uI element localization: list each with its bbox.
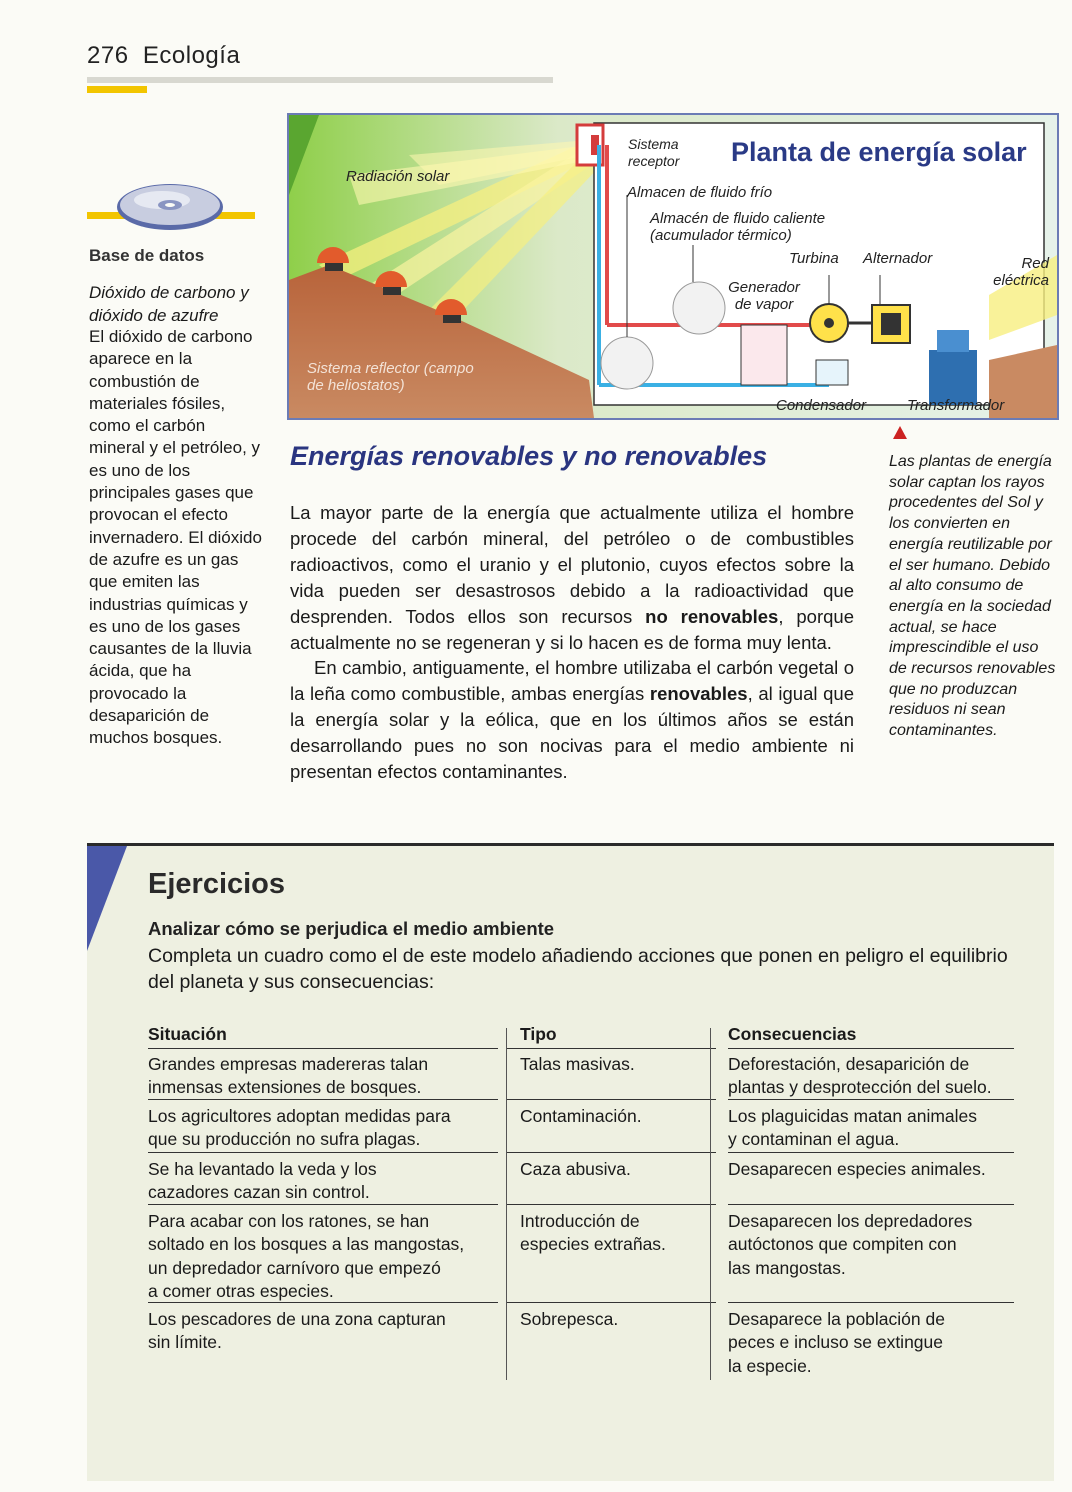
table-cell: Caza abusiva. bbox=[520, 1159, 631, 1179]
table-header-2: Consecuencias bbox=[728, 1024, 857, 1044]
table-cell: Desaparecen especies animales. bbox=[728, 1159, 986, 1179]
sidebar-subtitle: Dióxido de carbono y dióxido de azufre bbox=[89, 283, 249, 325]
term-no-renovables: no renovables bbox=[645, 605, 779, 627]
label-transformador: Transformador bbox=[907, 397, 1005, 414]
table-rule bbox=[148, 1048, 498, 1049]
header-rule bbox=[87, 77, 553, 83]
exercises-instructions: Completa un cuadro como el de este modelo añadiendo acciones que ponen en peligro el equilibrio del planeta y sus consecuencias: bbox=[148, 945, 1008, 993]
section-body bbox=[290, 500, 854, 785]
table-rule bbox=[506, 1152, 716, 1153]
sidebar-body: El dióxido de carbono aparece en la combustión de materiales fósiles, como el carbón mineral y el petróleo, y es uno de los principales gases que provocan el efecto invernadero. El dióxido de azufre es un gas que emiten las industrias químicas y es uno de los gases causantes de la lluvia ácida, que ha provocado la desaparición de muchos bosques. bbox=[89, 327, 262, 748]
table-rule bbox=[506, 1302, 716, 1303]
term-renovables: renovables bbox=[649, 683, 748, 705]
section-name: Ecología bbox=[142, 42, 241, 69]
label-radiacion-solar: Radiación solar bbox=[346, 168, 450, 185]
table-cell: Se ha levantado la veda y los cazadores cazan sin control. bbox=[148, 1159, 377, 1203]
table-rule bbox=[728, 1048, 1014, 1049]
label-alternador: Alternador bbox=[863, 250, 933, 267]
table-header-1: Tipo bbox=[520, 1024, 557, 1044]
table-cell: Desaparece la población de peces e incluso se extingue la especie. bbox=[728, 1309, 945, 1376]
exercises-corner-triangle bbox=[87, 846, 127, 956]
table-rule bbox=[506, 1099, 716, 1100]
table-rule bbox=[728, 1302, 1014, 1303]
label-turbina: Turbina bbox=[789, 250, 839, 267]
diagram-title: Planta de energía solar bbox=[731, 137, 1027, 167]
table-cell: Para acabar con los ratones, se han soltado en los bosques a las mangostas, un depredador carnívoro que empezó a comer otras especies. bbox=[148, 1211, 465, 1301]
caption-arrow-icon bbox=[893, 426, 907, 439]
label-condensador: Condensador bbox=[776, 397, 867, 414]
table-cell: Contaminación. bbox=[520, 1106, 642, 1126]
table-cell: Los pescadores de una zona capturan sin límite. bbox=[148, 1309, 446, 1353]
table-column-divider bbox=[506, 1028, 507, 1380]
exercises-title: Ejercicios bbox=[148, 868, 286, 900]
table-cell: Deforestación, desaparición de plantas y desprotección del suelo. bbox=[728, 1054, 992, 1098]
section-title: Energías renovables y no renovables bbox=[290, 441, 768, 471]
paragraph-1: La mayor parte de la energía que actualmente utiliza el hombre procede del carbón mineral, del petróleo o de combustibles radioactivos, como el uranio y el plutonio, cuyos efectos sobre la vida pueden ser desastrosos debido a la radioactividad que desprenden. Todos ellos son recursos no renovables, porque actualmente no se regeneran y si lo hacen es de forma muy lenta. bbox=[290, 502, 854, 653]
table-header-0: Situación bbox=[148, 1024, 227, 1044]
label-sistema-receptor: Sistema receptor bbox=[628, 136, 680, 169]
table-rule bbox=[148, 1152, 498, 1153]
label-almacen-frio: Almacen de fluido frío bbox=[627, 184, 773, 201]
solar-plant-diagram bbox=[287, 113, 1059, 420]
table-rule bbox=[728, 1204, 1014, 1205]
paragraph-2: En cambio, antiguamente, el hombre utilizaba el carbón vegetal o la leña como combustible, ambas energías renovables, al igual que la energía solar y la eólica, que en los últimos años se están desarrollando pues no son nocivas para el medio ambiente ni presentan efectos contaminantes. bbox=[290, 657, 854, 783]
label-sistema-reflector: Sistema reflector (campo de heliostatos) bbox=[307, 360, 474, 394]
table-cell: Talas masivas. bbox=[520, 1054, 635, 1074]
table-cell: Introducción de especies extrañas. bbox=[520, 1211, 666, 1255]
table-rule bbox=[506, 1204, 716, 1205]
table-cell: Grandes empresas madereras talan inmensas extensiones de bosques. bbox=[148, 1054, 429, 1098]
page-number: 276 bbox=[87, 42, 129, 69]
table-cell: Desaparecen los depredadores autóctonos que compiten con las mangostas. bbox=[728, 1211, 973, 1278]
page-header bbox=[87, 42, 240, 70]
label-red-electrica: Red eléctrica bbox=[993, 255, 1049, 289]
diagram-caption: Las plantas de energía solar captan los rayos procedentes del Sol y los convierten en energía reutilizable por el ser humano. Debido al alto consumo de energía en la sociedad actual, se hace imprescindible el uso de recursos renovables que no produzcan residuos ni sean contaminantes. bbox=[889, 453, 1056, 740]
table-cell: Sobrepesca. bbox=[520, 1309, 619, 1329]
table-cell: Los agricultores adoptan medidas para que su producción no sufra plagas. bbox=[148, 1106, 451, 1150]
table-cell: Los plaguicidas matan animales y contaminan el agua. bbox=[728, 1106, 978, 1150]
table-rule bbox=[506, 1048, 716, 1049]
label-generador-vapor: Generador de vapor bbox=[728, 279, 800, 313]
sidebar-title: Base de datos bbox=[89, 246, 205, 265]
exercises-subtitle: Analizar cómo se perjudica el medio ambiente bbox=[148, 918, 555, 939]
table-rule bbox=[728, 1152, 1014, 1153]
cd-disc-icon bbox=[114, 180, 226, 232]
label-almacen-caliente: Almacén de fluido caliente (acumulador térmico) bbox=[650, 210, 826, 244]
header-accent-bar bbox=[87, 86, 147, 93]
